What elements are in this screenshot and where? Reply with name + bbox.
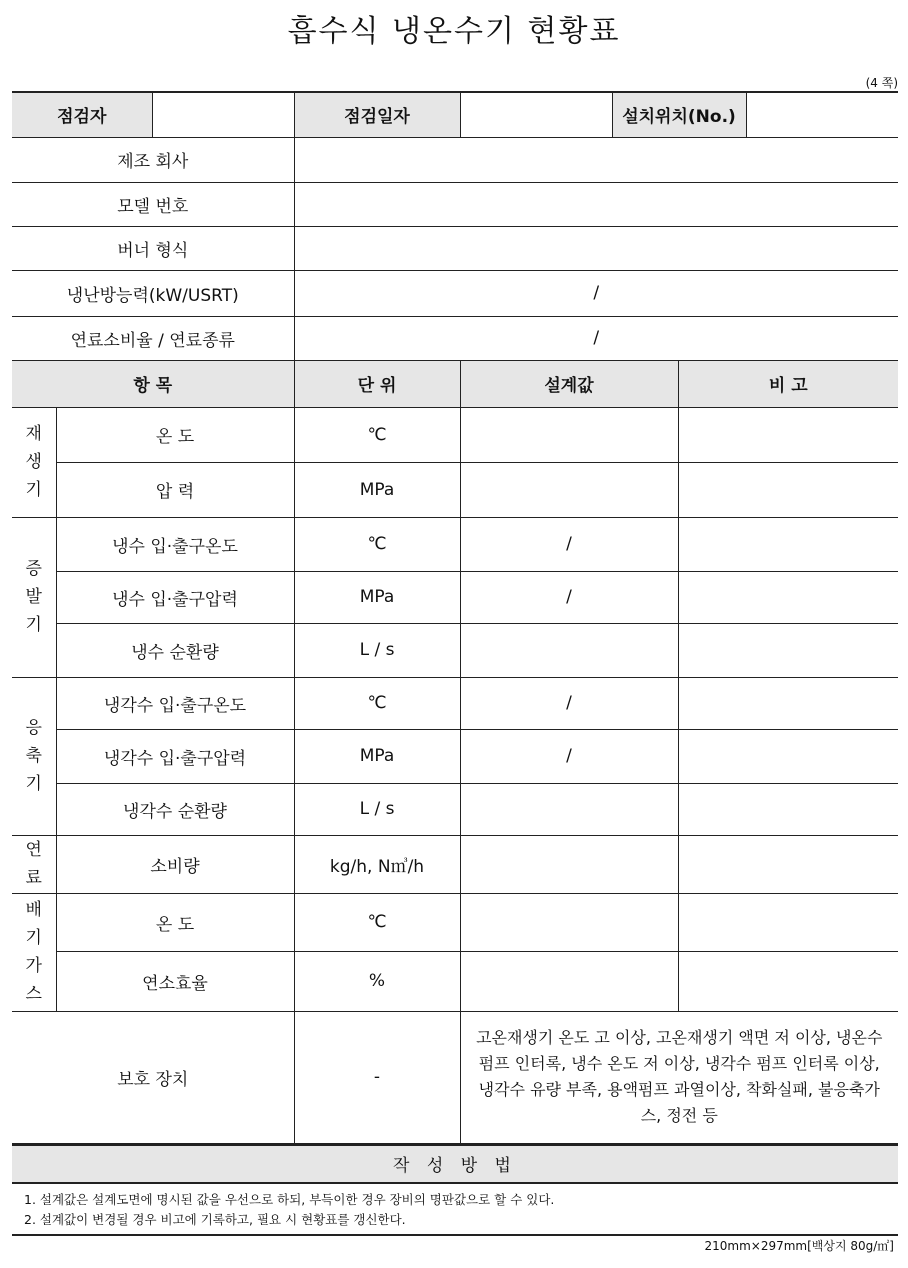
unit-cell: ℃	[294, 893, 460, 951]
col-remark: 비 고	[678, 360, 898, 407]
data-row	[12, 835, 898, 893]
design-cell[interactable]	[460, 623, 678, 677]
item-cell: 냉각수 입·출구온도	[56, 677, 294, 729]
protection-row	[12, 1011, 898, 1144]
design-cell[interactable]	[460, 951, 678, 1011]
bottom-rule	[12, 1234, 898, 1236]
page-number: (4 쪽)	[865, 76, 898, 90]
item-cell: 소비량	[56, 835, 294, 893]
inspector-label: 점검자	[12, 92, 152, 137]
info-row	[12, 316, 898, 360]
remark-cell[interactable]	[678, 623, 898, 677]
data-row	[12, 462, 898, 517]
design-cell[interactable]: /	[460, 571, 678, 623]
info-value[interactable]: /	[294, 270, 898, 316]
data-row	[12, 893, 898, 951]
unit-cell: kg/h, N㎥/h	[294, 835, 460, 893]
remark-cell[interactable]	[678, 835, 898, 893]
note-item: 2. 설계값이 변경될 경우 비고에 기록하고, 필요 시 현황표를 갱신한다.	[24, 1212, 406, 1227]
location-label: 설치위치(No.)	[612, 92, 746, 137]
unit-cell: ℃	[294, 517, 460, 571]
info-row	[12, 226, 898, 270]
remark-cell[interactable]	[678, 729, 898, 783]
group-regenerator	[12, 407, 56, 517]
status-table	[12, 91, 898, 1145]
unit-cell: ℃	[294, 677, 460, 729]
design-cell[interactable]	[460, 835, 678, 893]
remark-cell[interactable]	[678, 783, 898, 835]
page-title: 흡수식 냉온수기 현황표	[287, 14, 621, 49]
item-cell: 냉수 입·출구압력	[56, 571, 294, 623]
date-field[interactable]	[460, 92, 612, 137]
item-cell: 냉수 순환량	[56, 623, 294, 677]
data-row	[12, 677, 898, 729]
protection-text: 고온재생기 온도 고 이상, 고온재생기 액면 저 이상, 냉온수 펌프 인터록, 냉수 온도 저 이상, 냉각수 펌프 인터록 이상, 냉각수 유량 부족, 용액펌프 과열이상, 착화실패, 불응축가스, 정전 등	[460, 1011, 898, 1144]
item-cell: 냉각수 입·출구압력	[56, 729, 294, 783]
unit-cell: L / s	[294, 623, 460, 677]
unit-cell: MPa	[294, 729, 460, 783]
header-row	[12, 92, 898, 137]
unit-cell: ℃	[294, 407, 460, 462]
group-label: 재생기	[25, 424, 42, 500]
design-cell[interactable]	[460, 407, 678, 462]
info-label: 제조 회사	[12, 137, 294, 182]
unit-cell: MPa	[294, 571, 460, 623]
info-value[interactable]	[294, 137, 898, 182]
info-label: 모델 번호	[12, 182, 294, 226]
data-row	[12, 571, 898, 623]
group-label: 응축기	[25, 718, 42, 794]
design-cell[interactable]: /	[460, 729, 678, 783]
remark-cell[interactable]	[678, 677, 898, 729]
protection-unit: -	[294, 1011, 460, 1144]
paper-spec: 210mm×297mm[백상지 80g/㎡]	[704, 1239, 894, 1253]
data-row	[12, 951, 898, 1011]
info-label: 냉난방능력(kW/USRT)	[12, 270, 294, 316]
remark-cell[interactable]	[678, 893, 898, 951]
group-evaporator	[12, 517, 56, 677]
remark-cell[interactable]	[678, 517, 898, 571]
info-label: 연료소비율 / 연료종류	[12, 316, 294, 360]
item-cell: 온 도	[56, 407, 294, 462]
group-label: 증발기	[25, 559, 42, 635]
location-field[interactable]	[746, 92, 898, 137]
unit-cell: %	[294, 951, 460, 1011]
info-value[interactable]: /	[294, 316, 898, 360]
group-label: 연료	[25, 840, 42, 888]
data-row	[12, 783, 898, 835]
remark-cell[interactable]	[678, 462, 898, 517]
remark-cell[interactable]	[678, 951, 898, 1011]
remark-cell[interactable]	[678, 407, 898, 462]
data-row	[12, 729, 898, 783]
info-label: 버너 형식	[12, 226, 294, 270]
unit-cell: L / s	[294, 783, 460, 835]
info-row	[12, 182, 898, 226]
inspector-field[interactable]	[152, 92, 294, 137]
group-fuel	[12, 835, 56, 893]
date-label: 점검일자	[294, 92, 460, 137]
notes	[24, 1190, 554, 1230]
item-cell: 냉각수 순환량	[56, 783, 294, 835]
data-row	[12, 407, 898, 462]
howto-title: 작 성 방 법	[12, 1144, 898, 1184]
col-design: 설계값	[460, 360, 678, 407]
design-cell[interactable]: /	[460, 677, 678, 729]
info-value[interactable]	[294, 226, 898, 270]
design-cell[interactable]	[460, 783, 678, 835]
item-cell: 압 력	[56, 462, 294, 517]
unit-cell: MPa	[294, 462, 460, 517]
design-cell[interactable]	[460, 462, 678, 517]
item-cell: 연소효율	[56, 951, 294, 1011]
col-item: 항 목	[12, 360, 294, 407]
design-cell[interactable]: /	[460, 517, 678, 571]
info-value[interactable]	[294, 182, 898, 226]
data-row	[12, 623, 898, 677]
group-condenser	[12, 677, 56, 835]
item-cell: 냉수 입·출구온도	[56, 517, 294, 571]
design-cell[interactable]	[460, 893, 678, 951]
group-exhaust	[12, 893, 56, 1011]
col-unit: 단 위	[294, 360, 460, 407]
item-cell: 온 도	[56, 893, 294, 951]
protection-label: 보호 장치	[12, 1011, 294, 1144]
note-item: 1. 설계값은 설계도면에 명시된 값을 우선으로 하되, 부득이한 경우 장비의 명판값으로 할 수 있다.	[24, 1192, 555, 1207]
info-row	[12, 270, 898, 316]
column-header-row	[12, 360, 898, 407]
data-row	[12, 517, 898, 571]
info-row	[12, 137, 898, 182]
group-label: 배기가스	[25, 900, 42, 1004]
remark-cell[interactable]	[678, 571, 898, 623]
